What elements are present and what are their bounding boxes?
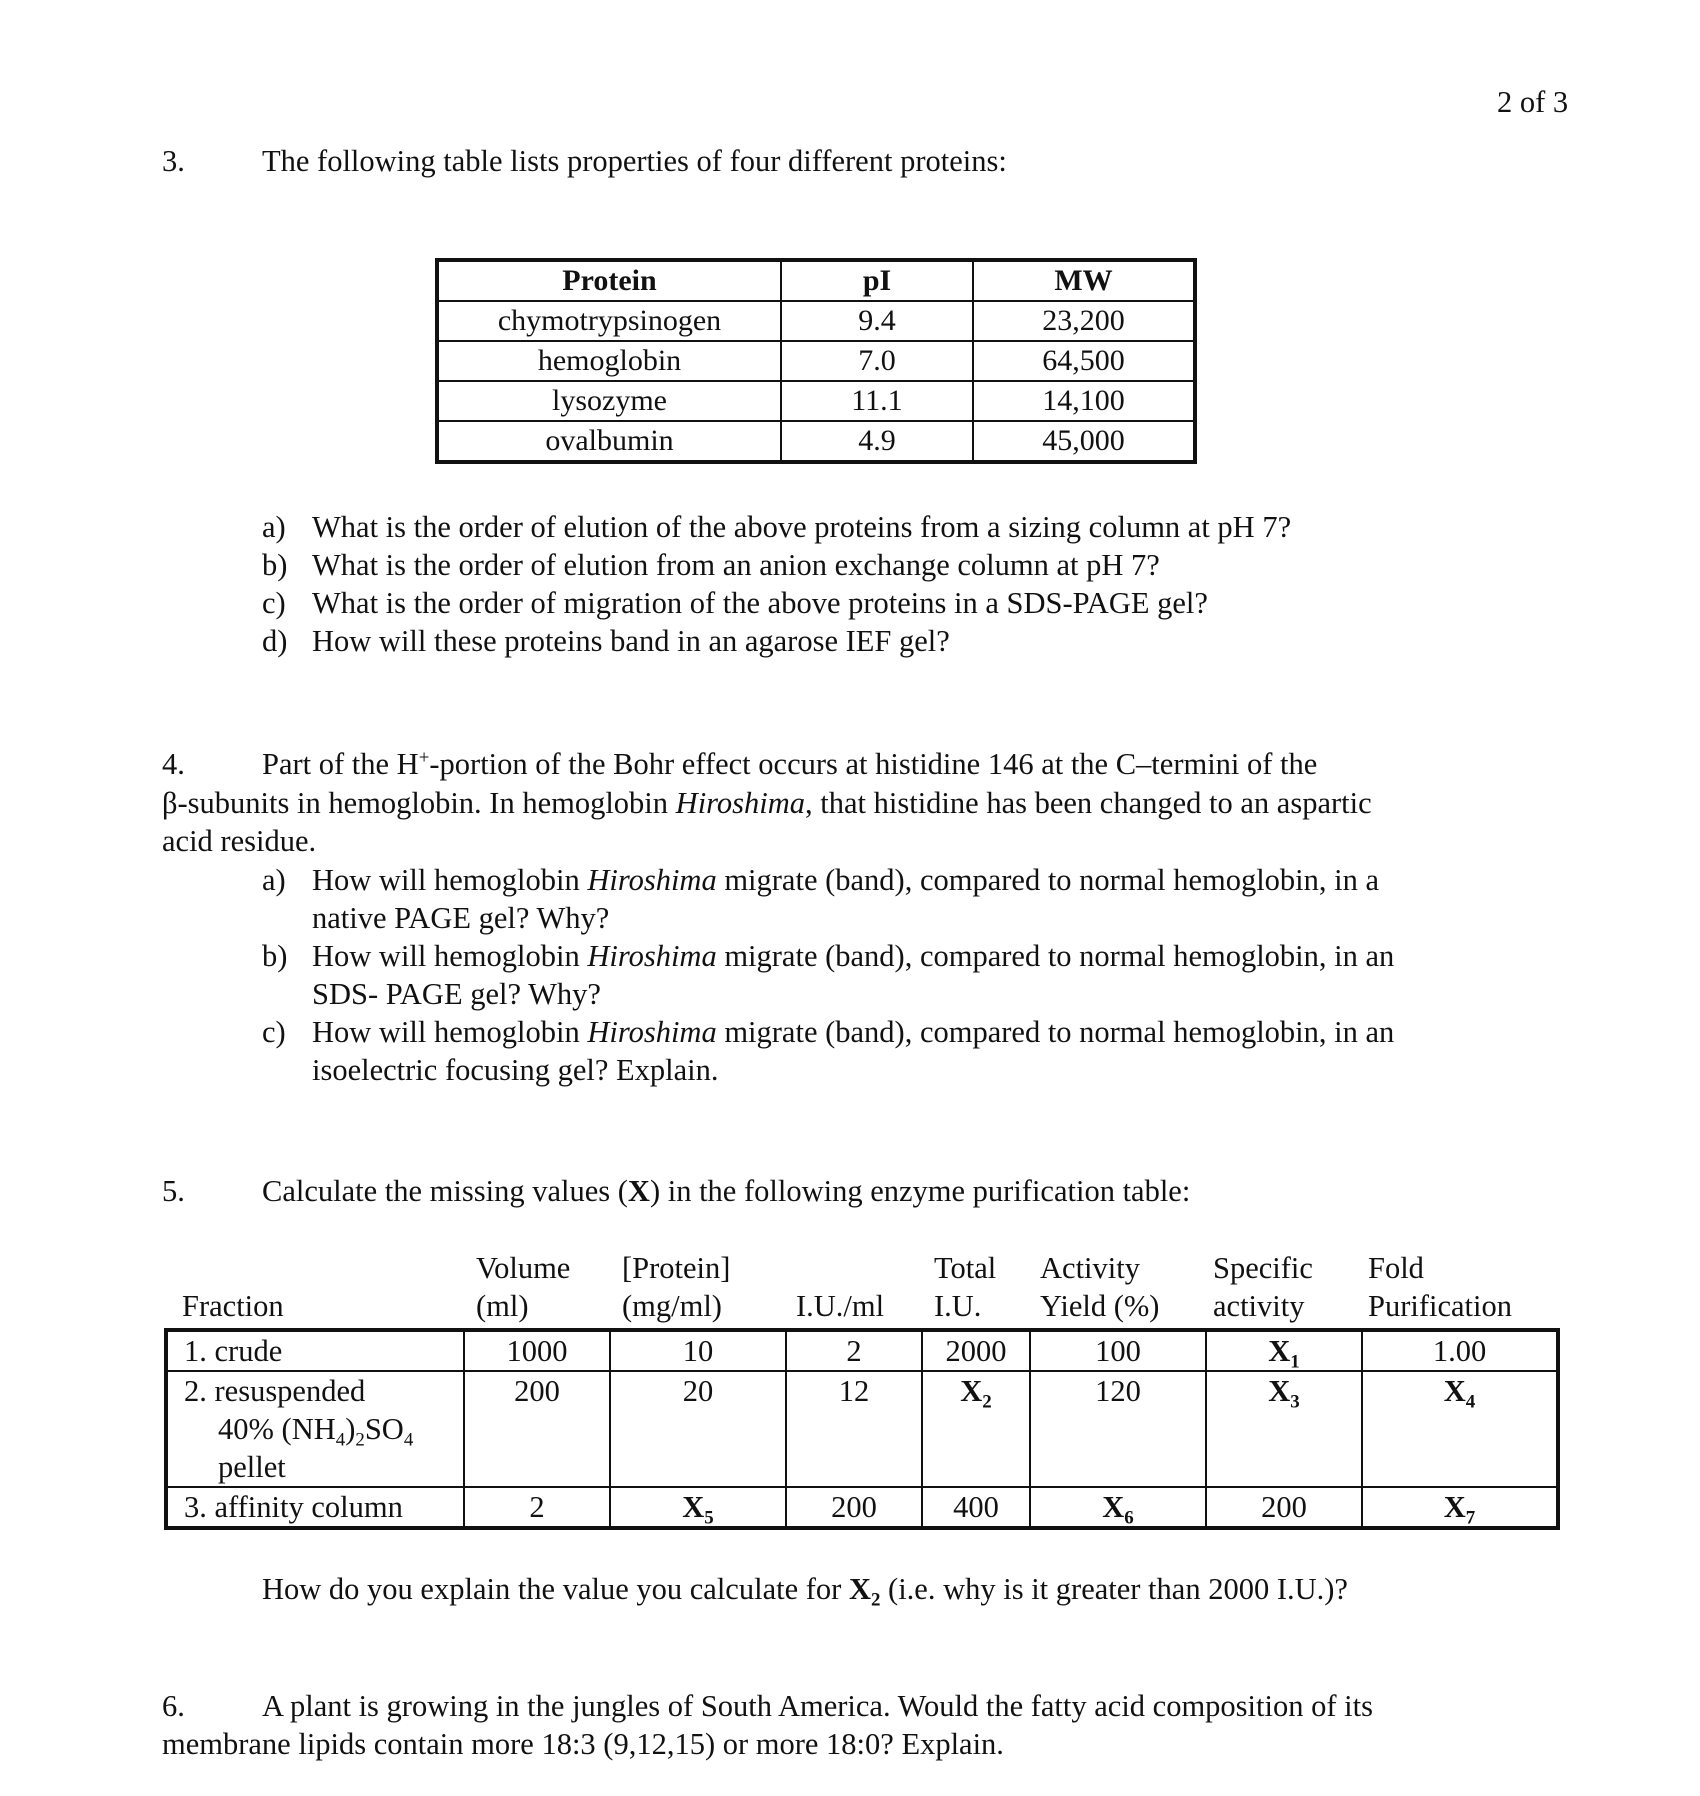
page-number: 2 of 3 [1497, 85, 1569, 119]
subquestion-text-cont: SDS- PAGE gel? Why? [312, 977, 601, 1011]
subquestion-text: How will hemoglobin Hiroshima migrate (band), compared to normal hemoglobin, in an [312, 1015, 1395, 1049]
iu-ml-cell: 2 [786, 1330, 922, 1371]
specific-activity-cell: 200 [1206, 1487, 1362, 1528]
volume-cell: 200 [464, 1371, 610, 1487]
subquestion-label: b) [262, 548, 288, 582]
subquestion-label: b) [262, 939, 288, 973]
fold-cell: $X_7$ [1362, 1487, 1558, 1528]
subquestion-text: How will hemoglobin Hiroshima migrate (band), compared to normal hemoglobin, in an [312, 939, 1395, 973]
header-protein: [Protein] [622, 1251, 731, 1285]
protein-name: chymotrypsinogen [437, 301, 781, 341]
header-yield: Activity [1040, 1251, 1140, 1285]
yield-cell: 120 [1030, 1371, 1206, 1487]
header-total: Total [934, 1251, 997, 1285]
header-protein-unit: (mg/ml) [622, 1289, 722, 1323]
question-6-line-1: A plant is growing in the jungles of South America. Would the fatty acid composition of its [262, 1689, 1373, 1723]
yield-cell: 100 [1030, 1330, 1206, 1371]
iu-ml-cell: 200 [786, 1487, 922, 1528]
protein-mw: 14,100 [973, 381, 1195, 421]
table-row [166, 1330, 1558, 1371]
question-4-line-1: Part of the H+-portion of the Bohr effect occurs at histidine 146 at the C–termini of the [262, 747, 1318, 781]
header-volume-unit: (ml) [476, 1289, 529, 1323]
subquestion-text: What is the order of elution of the above proteins from a sizing column at pH 7? [312, 510, 1292, 544]
header-fraction: Fraction [182, 1289, 284, 1323]
subquestion-text-cont: native PAGE gel? Why? [312, 901, 610, 935]
protein-mw: 23,200 [973, 301, 1195, 341]
question-4-paragraph [162, 784, 1522, 860]
specific-activity-cell: $X_3$ [1206, 1371, 1362, 1487]
header-specific: Specific [1213, 1251, 1313, 1285]
question-4-subquestions [262, 861, 1562, 1089]
subquestion [262, 937, 1562, 1013]
fraction-cell: 3. affinity column [166, 1487, 464, 1528]
subquestion-label: a) [262, 510, 286, 544]
protein-mw: 64,500 [973, 341, 1195, 381]
table-row [437, 341, 1195, 381]
subquestion-text: How will hemoglobin Hiroshima migrate (band), compared to normal hemoglobin, in a [312, 863, 1380, 897]
subquestion-text: What is the order of elution from an anion exchange column at pH 7? [312, 548, 1160, 582]
subquestion-text: What is the order of migration of the above proteins in a SDS-PAGE gel? [312, 586, 1208, 620]
header-total-unit: I.U. [934, 1289, 982, 1323]
header-volume: Volume [476, 1251, 571, 1285]
header-fold: Fold [1368, 1251, 1424, 1285]
question-6-paragraph [162, 1725, 1522, 1763]
volume-cell: 1000 [464, 1330, 610, 1371]
protein-pi: 4.9 [781, 421, 973, 462]
protein-cell: 20 [610, 1371, 786, 1487]
question-4-number: 4. [162, 747, 185, 781]
protein-name: hemoglobin [437, 341, 781, 381]
subquestion [262, 622, 1562, 660]
header-yield-unit: Yield (%) [1040, 1289, 1160, 1323]
table-row [437, 421, 1195, 462]
total-iu-cell: $X_2$ [922, 1371, 1030, 1487]
header-protein: Protein [437, 260, 781, 301]
table-row [437, 301, 1195, 341]
subquestion-label: c) [262, 1015, 286, 1049]
subquestion [262, 861, 1562, 937]
header-mw: MW [973, 260, 1195, 301]
question-4-line-3: acid residue. [162, 824, 317, 858]
volume-cell: 2 [464, 1487, 610, 1528]
question-5-number: 5. [162, 1174, 185, 1208]
header-specific-unit: activity [1213, 1289, 1305, 1323]
iu-ml-cell: 12 [786, 1371, 922, 1487]
subquestion [262, 508, 1562, 546]
subquestion-label: c) [262, 586, 286, 620]
question-4-line-2: β-subunits in hemoglobin. In hemoglobin Hiroshima, that histidine has been changed to an aspartic [162, 786, 1372, 820]
question-3-number: 3. [162, 144, 185, 178]
question-3-text: The following table lists properties of four different proteins: [262, 144, 1007, 178]
fold-cell: $X_4$ [1362, 1371, 1558, 1487]
protein-cell: $X_5$ [610, 1487, 786, 1528]
fraction-cell: 1. crude [166, 1330, 464, 1371]
subquestion [262, 584, 1562, 622]
protein-name: ovalbumin [437, 421, 781, 462]
question-6-number: 6. [162, 1689, 185, 1723]
yield-cell: $X_6$ [1030, 1487, 1206, 1528]
fold-cell: 1.00 [1362, 1330, 1558, 1371]
protein-mw: 45,000 [973, 421, 1195, 462]
table-header-row [437, 260, 1195, 301]
specific-activity-cell: $X_1$ [1206, 1330, 1362, 1371]
header-fold-unit: Purification [1368, 1289, 1512, 1323]
table-row [166, 1487, 1558, 1528]
question-3-subquestions [262, 508, 1562, 660]
protein-pi: 7.0 [781, 341, 973, 381]
total-iu-cell: 2000 [922, 1330, 1030, 1371]
subquestion [262, 546, 1562, 584]
total-iu-cell: 400 [922, 1487, 1030, 1528]
protein-name: lysozyme [437, 381, 781, 421]
question-5-followup: How do you explain the value you calculate for $X_2$ (i.e. why is it greater than 2000 I.U.)? [262, 1572, 1348, 1611]
protein-pi: 9.4 [781, 301, 973, 341]
fraction-cell: 2. resuspended 40% $(NH_4)_2SO_4$ pellet [166, 1371, 464, 1487]
subquestion [262, 1013, 1562, 1089]
protein-properties-table [435, 258, 1197, 464]
question-5-text: Calculate the missing values (X) in the following enzyme purification table: [262, 1174, 1191, 1208]
subquestion-label: a) [262, 863, 286, 897]
header-iu-ml: I.U./ml [796, 1289, 885, 1323]
protein-cell: 10 [610, 1330, 786, 1371]
table-row [437, 381, 1195, 421]
subquestion-text-cont: isoelectric focusing gel? Explain. [312, 1053, 719, 1087]
subquestion-label: d) [262, 624, 288, 658]
enzyme-purification-table [164, 1328, 1560, 1530]
protein-pi: 11.1 [781, 381, 973, 421]
subquestion-text: How will these proteins band in an agarose IEF gel? [312, 624, 950, 658]
question-6-line-2: membrane lipids contain more 18:3 (9,12,15) or more 18:0? Explain. [162, 1727, 1004, 1761]
table-row [166, 1371, 1558, 1487]
header-pi: pI [781, 260, 973, 301]
